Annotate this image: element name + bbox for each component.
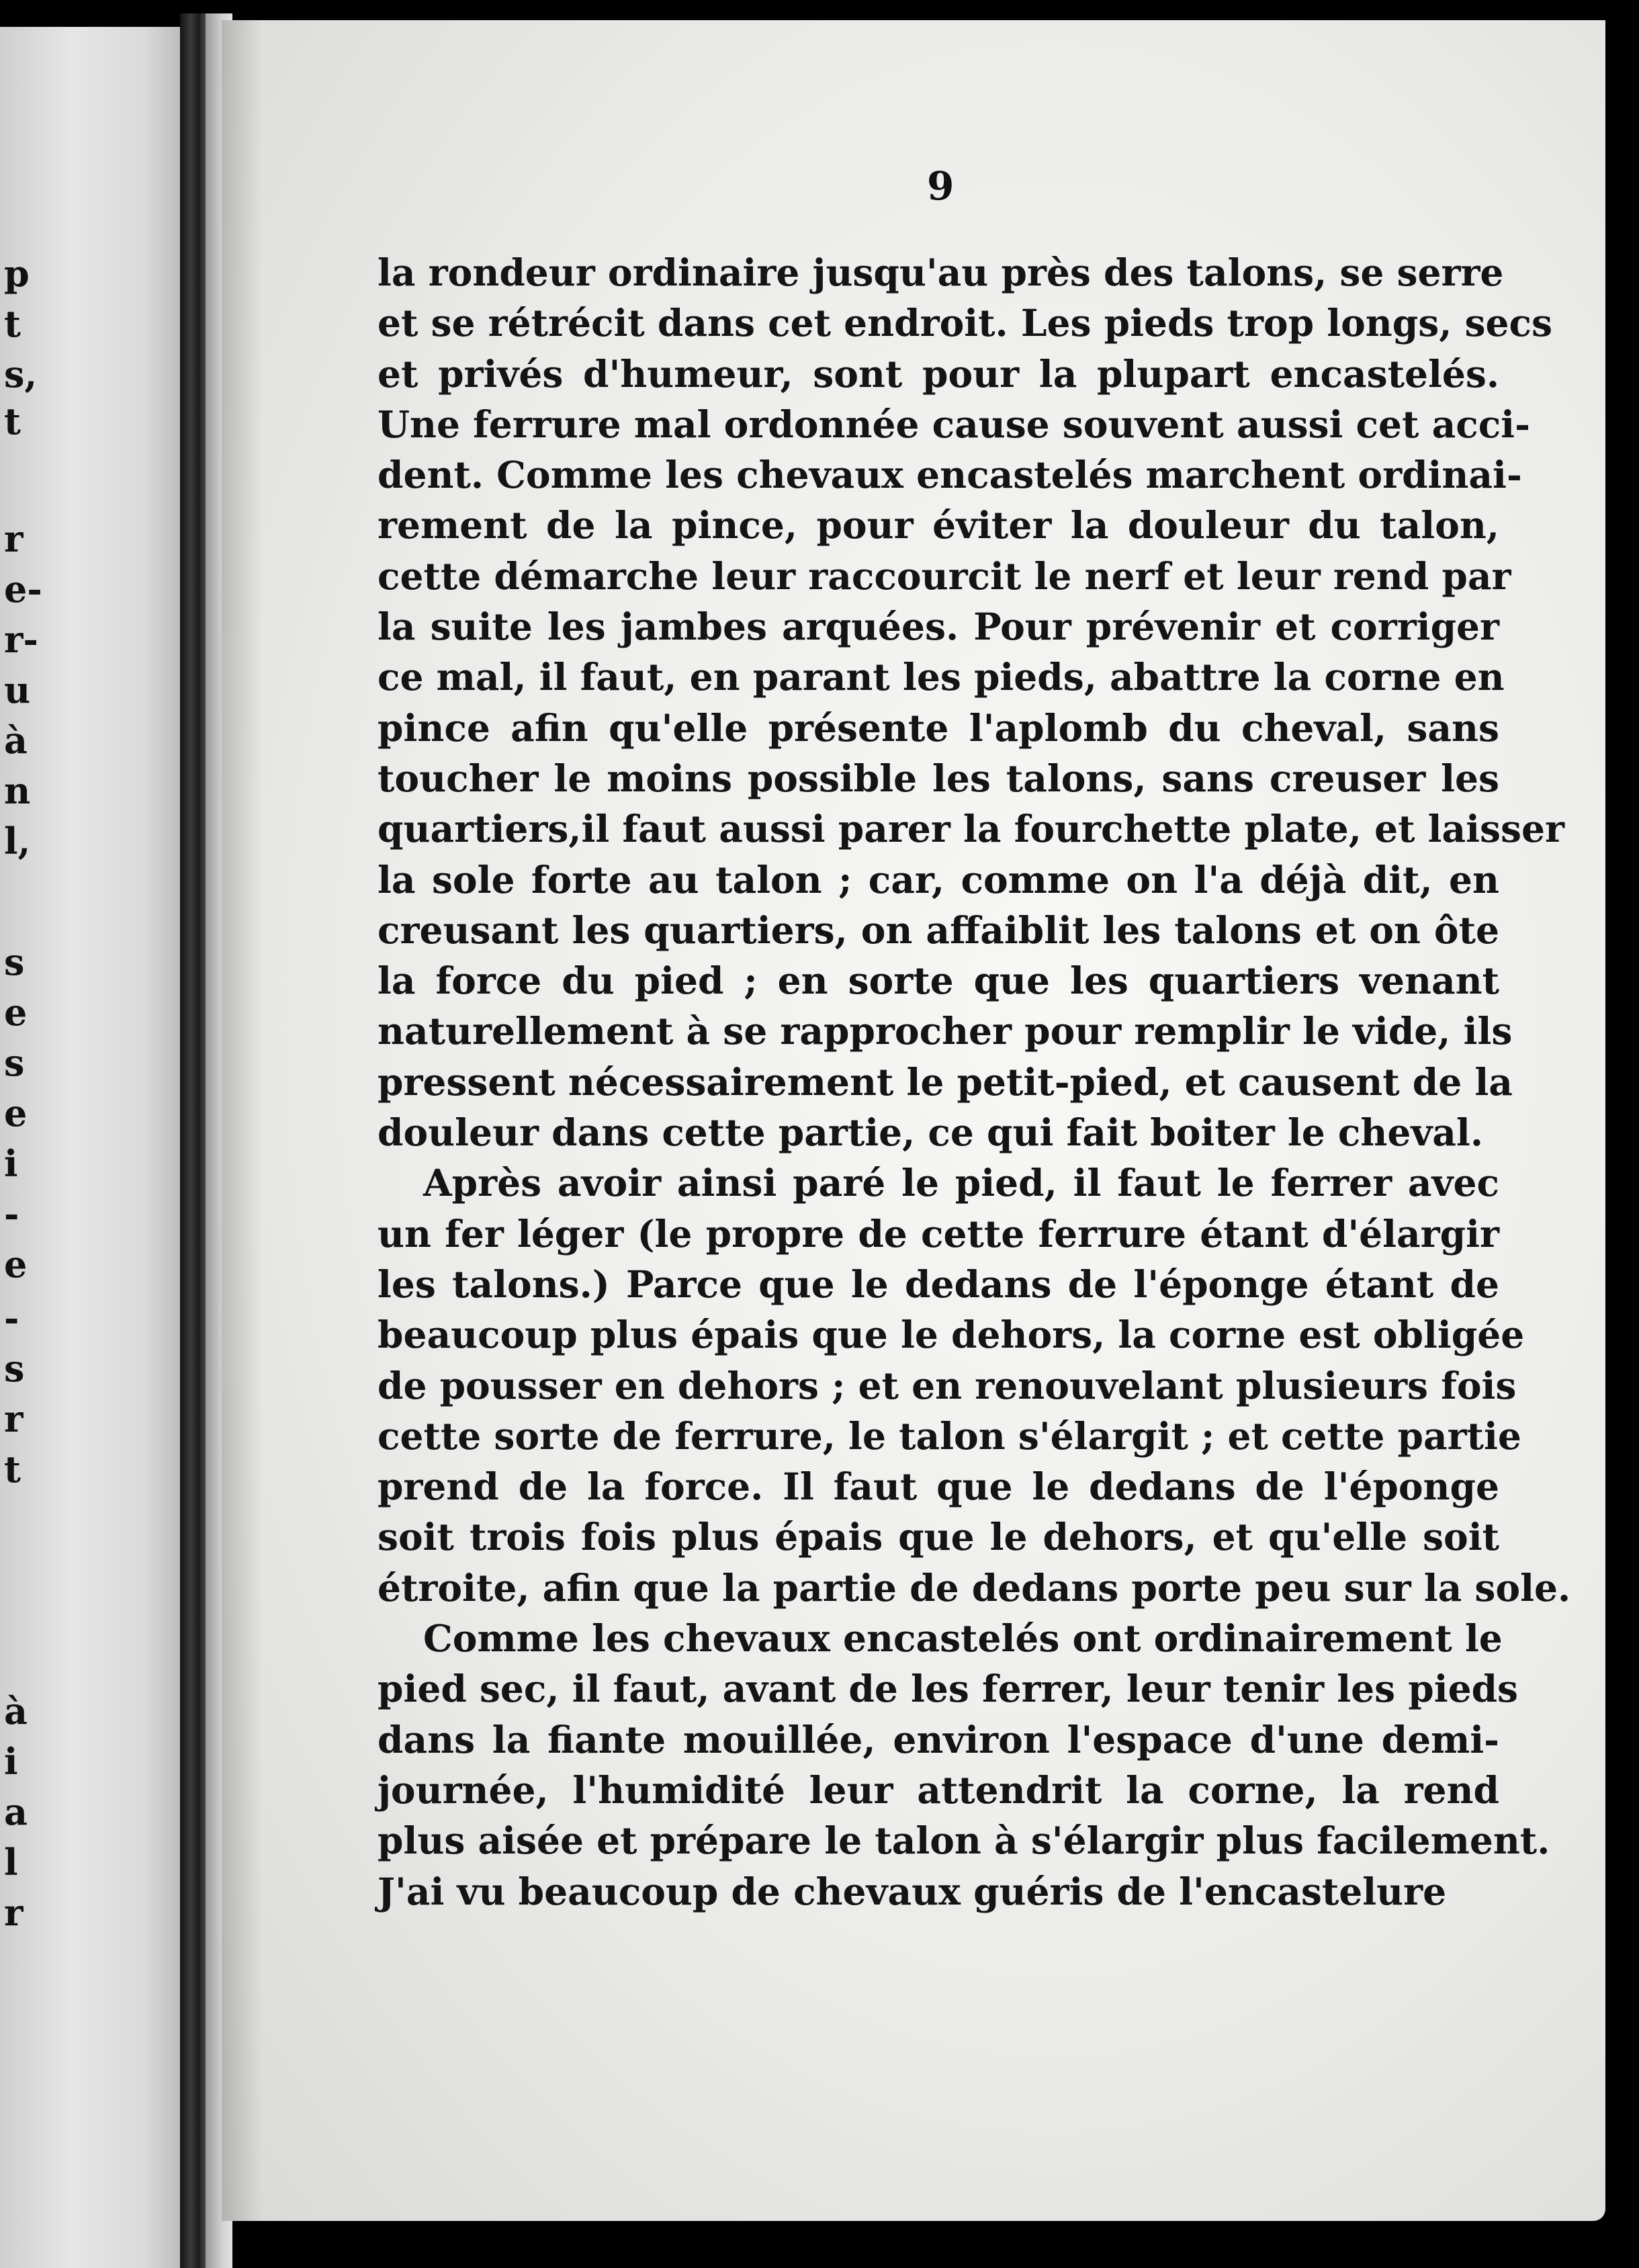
left-page-edge-character: e bbox=[4, 991, 28, 1034]
left-page-edge-character: e bbox=[4, 1092, 28, 1135]
text-line: ce mal, il faut, en parant les pieds, abattre la corne en bbox=[378, 655, 1505, 699]
text-line: creusant les quartiers, on affaiblit les talons et on ôte bbox=[378, 908, 1499, 952]
left-page-edge-character: t bbox=[4, 400, 21, 443]
left-page-edge-character: e bbox=[4, 1243, 28, 1286]
text-line: et se rétrécit dans cet endroit. Les pieds trop longs, secs bbox=[378, 301, 1552, 345]
text-line: J'ai vu beaucoup de chevaux guéris de l'encastelure bbox=[378, 1869, 1447, 1913]
text-line: Une ferrure mal ordonnée cause souvent aussi cet acci- bbox=[378, 402, 1530, 446]
left-page-edge-character: r bbox=[4, 1397, 24, 1440]
left-page-edge-character: r bbox=[4, 517, 24, 560]
left-page-edge-character: à bbox=[4, 719, 28, 762]
text-line: la suite les jambes arquées. Pour prévenir et corriger bbox=[378, 605, 1499, 649]
text-line: étroite, afin que la partie de dedans porte peu sur la sole. bbox=[378, 1565, 1571, 1610]
text-line: plus aisée et prépare le talon à s'élargir plus facilement. bbox=[378, 1819, 1550, 1863]
left-page-edge-character: s bbox=[4, 1347, 25, 1390]
left-page-edge-character: t bbox=[4, 1448, 21, 1491]
text-line: un fer léger (le propre de cette ferrure étant d'élargir bbox=[378, 1211, 1499, 1256]
page-edge-shadow bbox=[222, 20, 262, 2221]
text-line: quartiers,il faut aussi parer la fourchette plate, et laisser bbox=[378, 807, 1564, 851]
left-page-edge-character: p bbox=[4, 252, 30, 295]
text-line: la force du pied ; en sorte que les quartiers venant bbox=[378, 959, 1499, 1003]
text-line: prend de la force. Il faut que le dedans de l'éponge bbox=[378, 1465, 1499, 1509]
text-line: pressent nécessairement le petit-pied, et causent de la bbox=[378, 1059, 1513, 1104]
left-page-edge-character: i bbox=[4, 1740, 18, 1783]
text-line: la sole forte au talon ; car, comme on l'a déjà dit, en bbox=[378, 857, 1499, 902]
left-page-edge-character: r- bbox=[4, 618, 38, 661]
text-line: douleur dans cette partie, ce qui fait boiter le cheval. bbox=[378, 1110, 1483, 1155]
left-page-edge-character: l bbox=[4, 1841, 18, 1884]
left-page-edge-character: r bbox=[4, 1891, 24, 1934]
text-line: les talons.) Parce que le dedans de l'éponge étant de bbox=[378, 1262, 1499, 1306]
left-page-edge-character: - bbox=[4, 1297, 19, 1340]
left-page-edge-character: s bbox=[4, 941, 25, 984]
text-line: pince afin qu'elle présente l'aplomb du cheval, sans bbox=[378, 705, 1499, 750]
left-page-edge-character: u bbox=[4, 668, 31, 711]
text-line: et privés d'humeur, sont pour la plupart encastelés. bbox=[378, 351, 1499, 396]
text-line: Comme les chevaux encastelés ont ordinairement le bbox=[423, 1616, 1503, 1661]
left-page-edge-character: l, bbox=[4, 820, 31, 863]
text-line: toucher le moins possible les talons, sans creuser les bbox=[378, 756, 1499, 800]
left-page-edge-character: s bbox=[4, 1041, 25, 1084]
left-page-edge-character: e- bbox=[4, 568, 42, 611]
left-page-edge-character: t bbox=[4, 302, 21, 345]
page-body-text bbox=[378, 247, 1571, 1917]
text-line: journée, l'humidité leur attendrit la corne, la rend bbox=[378, 1768, 1499, 1812]
left-page-edge-character: s, bbox=[4, 353, 38, 396]
text-line: de pousser en dehors ; et en renouvelant plusieurs fois bbox=[378, 1363, 1517, 1407]
text-line: naturellement à se rapprocher pour remplir le vide, ils bbox=[378, 1009, 1513, 1053]
text-line: pied sec, il faut, avant de les ferrer, leur tenir les pieds bbox=[378, 1667, 1519, 1711]
left-page-edge-character: i bbox=[4, 1142, 18, 1185]
left-page-edge-character: n bbox=[4, 769, 31, 812]
left-page-edge-character: a bbox=[4, 1790, 28, 1833]
text-line: Après avoir ainsi paré le pied, il faut le ferrer avec bbox=[423, 1161, 1499, 1205]
left-page-edge-character: - bbox=[4, 1192, 19, 1235]
text-line: beaucoup plus épais que le dehors, la corne est obligée bbox=[378, 1313, 1525, 1357]
left-page-edge-character: à bbox=[4, 1690, 28, 1733]
text-line: rement de la pince, pour éviter la douleur du talon, bbox=[378, 503, 1499, 548]
page-number: 9 bbox=[927, 163, 955, 209]
text-line: cette démarche leur raccourcit le nerf et leur rend par bbox=[378, 554, 1511, 598]
text-line: soit trois fois plus épais que le dehors, et qu'elle soit bbox=[378, 1515, 1499, 1559]
text-line: dent. Comme les chevaux encastelés marchent ordinai- bbox=[378, 453, 1522, 497]
text-line: la rondeur ordinaire jusqu'au près des talons, se serre bbox=[378, 251, 1504, 294]
text-line: cette sorte de ferrure, le talon s'élargit ; et cette partie bbox=[378, 1413, 1521, 1458]
text-line: dans la fiante mouillée, environ l'espace d'une demi- bbox=[378, 1717, 1499, 1761]
